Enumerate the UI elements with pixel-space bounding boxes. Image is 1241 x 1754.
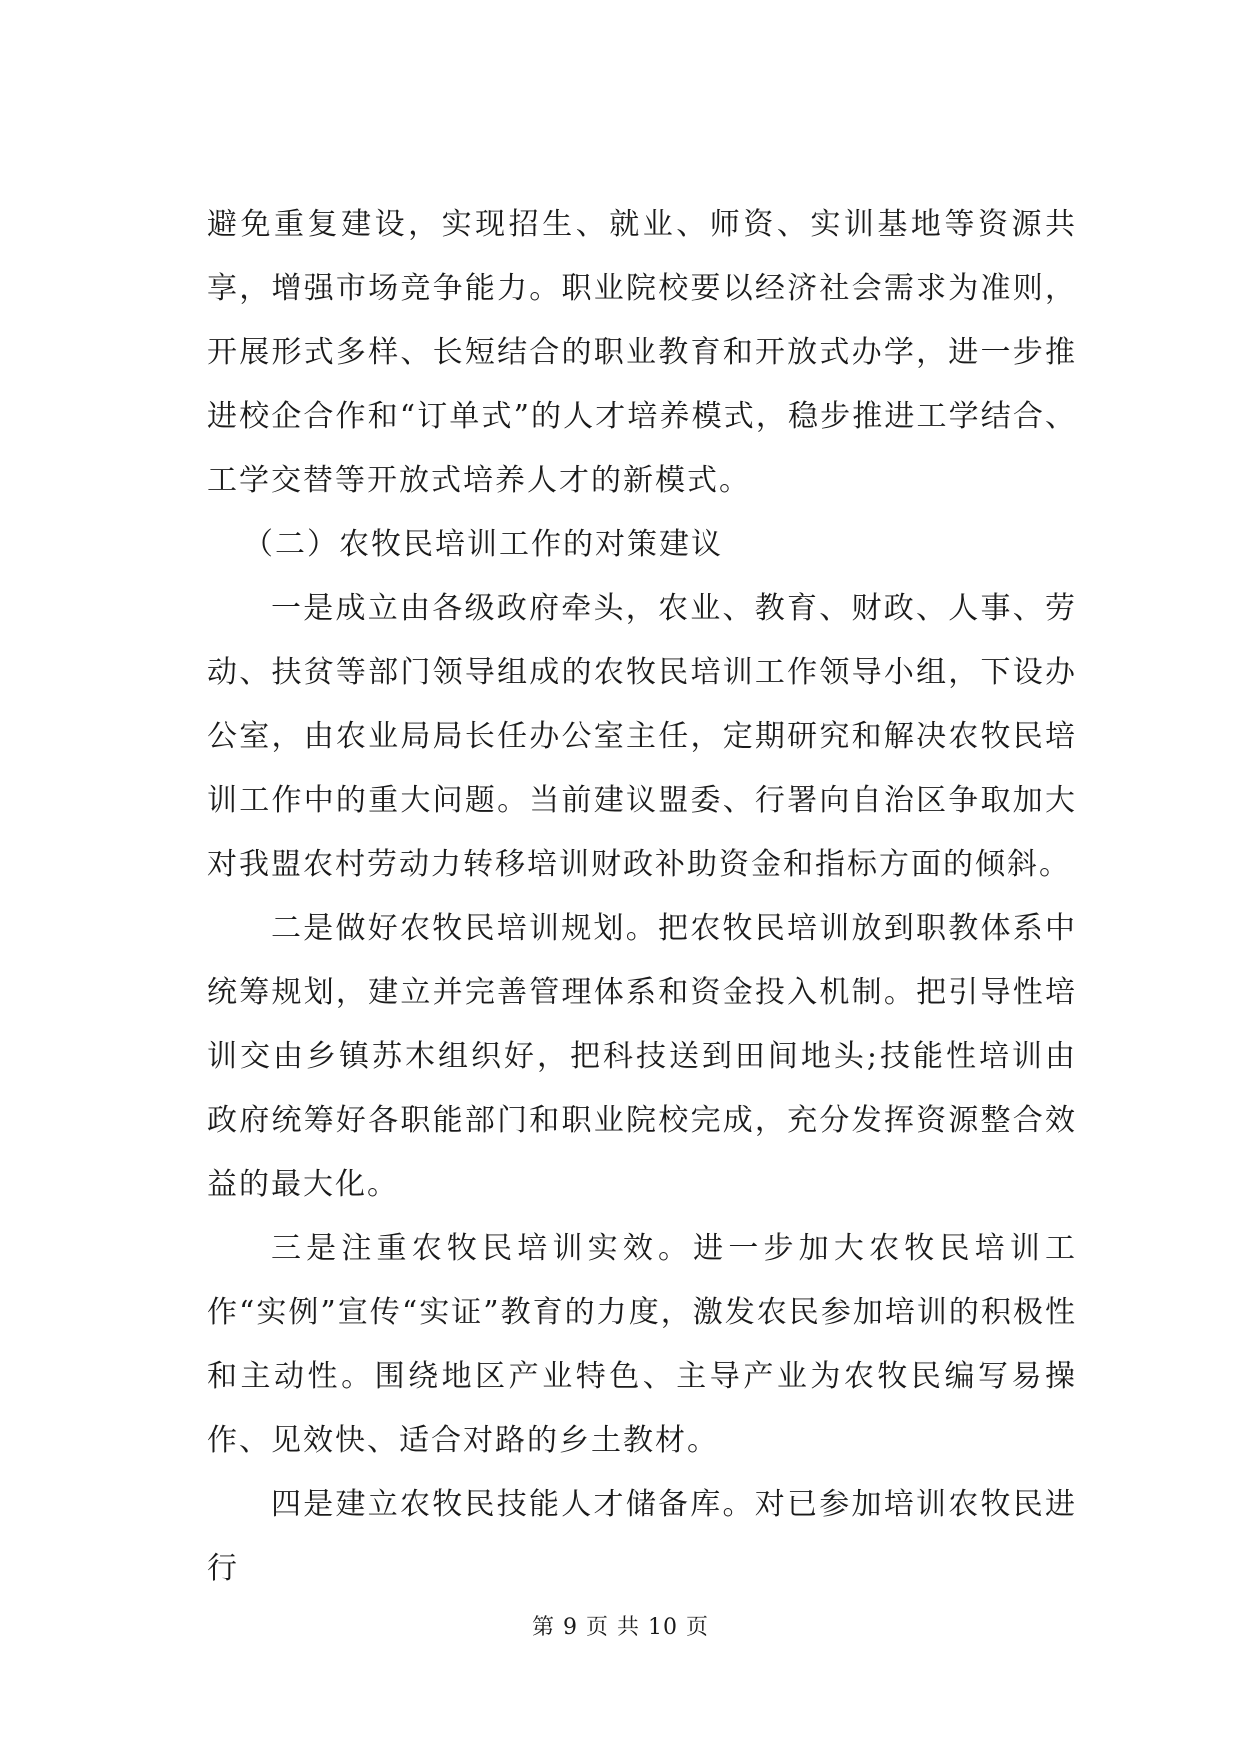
paragraph-item-1: 一是成立由各级政府牵头，农业、教育、财政、人事、劳动、扶贫等部门领导组成的农牧民培训工作领导小组，下设办公室，由农业局局长任办公室主任，定期研究和解决农牧民培训工作中的重大问题。当前建议盟委、行署向自治区争取加大对我盟农村劳动力转移培训财政补助资金和指标方面的倾斜。: [207, 591, 1077, 882]
paragraph-item-3: 三是注重农牧民培训实效。进一步加大农牧民培训工作“实例”宣传“实证”教育的力度，激发农民参加培训的积极性和主动性。围绕地区产业特色、主导产业为农牧民编写易操作、见效快、适合对路的乡土教材。: [207, 1231, 1077, 1458]
document-body: [207, 193, 1077, 1601]
page-number-footer: 第 9 页 共 10 页: [532, 1615, 709, 1640]
paragraph-item-2: 二是做好农牧民培训规划。把农牧民培训放到职教体系中统筹规划，建立并完善管理体系和资金投入机制。把引导性培训交由乡镇苏木组织好，把科技送到田间地头;技能性培训由政府统筹好各职能部门和职业院校完成，充分发挥资源整合效益的最大化。: [207, 911, 1077, 1202]
paragraph-item-4: 四是建立农牧民技能人才储备库。对已参加培训农牧民进行: [207, 1487, 1077, 1586]
section-heading: （二）农牧民培训工作的对策建议: [243, 527, 723, 562]
paragraph-continuation: 避免重复建设，实现招生、就业、师资、实训基地等资源共享，增强市场竞争能力。职业院校要以经济社会需求为准则，开展形式多样、长短结合的职业教育和开放式办学，进一步推进校企合作和“订单式”的人才培养模式，稳步推进工学结合、工学交替等开放式培养人才的新模式。: [207, 207, 1077, 498]
